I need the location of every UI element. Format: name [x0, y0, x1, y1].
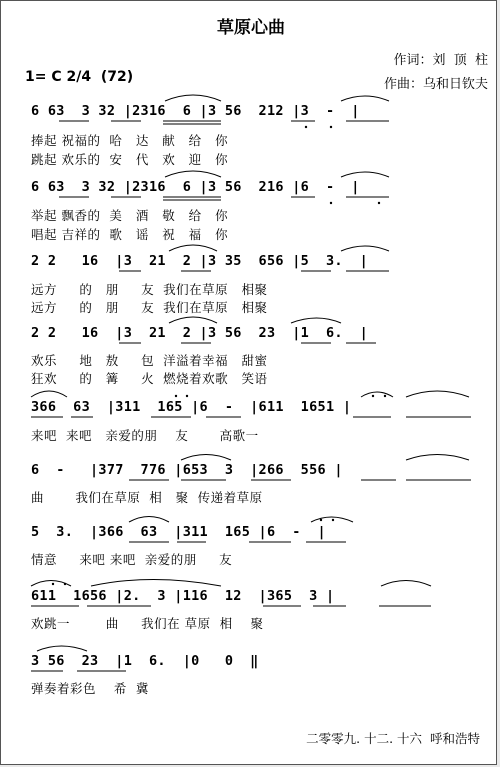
lyric-line-4a: 欢乐 地 敖 包 洋溢着幸福 甜蜜 — [31, 353, 268, 368]
octave-dot — [64, 583, 66, 585]
octave-dot — [378, 202, 380, 204]
lyric-line-5: 来吧 来吧 亲爱的朋 友 高歌一 — [31, 428, 259, 443]
composer-credit: 作曲：乌和日钦夫 — [383, 77, 488, 92]
notation-line-7: 5 3. |366 63 |311 165 |6 - | — [31, 524, 326, 540]
lyricist-credit: 作词：刘 顶 柱 — [393, 53, 488, 68]
lyric-line-8: 欢跳一 曲 我们在 草原 相 聚 — [31, 616, 264, 631]
lyric-line-3a: 远方 的 朋 友 我们在草原 相聚 — [31, 282, 268, 297]
notation-line-8: 611 1656 |2. 3 |116 12 |365 3 | — [31, 588, 335, 604]
octave-dot — [332, 519, 334, 521]
lyric-line-6: 曲 我们在草原 相 聚 传递着草原 — [31, 490, 263, 505]
lyric-line-9: 弹奏着彩色 希 冀 — [31, 681, 149, 696]
date-place-footer: 二零零九. 十二. 十六 呼和浩特 — [306, 731, 480, 746]
notation-line-3: 2 2 16 |3 21 2 |3 35 656 |5 3. | — [31, 253, 369, 269]
octave-dot — [372, 395, 374, 397]
octave-dot — [384, 395, 386, 397]
song-title: 草原心曲 — [217, 18, 285, 38]
key-and-tempo: 1= C 2/4 (72) — [25, 69, 134, 85]
notation-line-6: 6 - |377 776 |653 3 |266 556 | — [31, 462, 343, 478]
octave-dot — [330, 126, 332, 128]
lyric-line-7: 情意 来吧 来吧 亲爱的朋 友 — [31, 552, 233, 567]
notation-line-2: 6 63 3 32 |2316 6 |3 56 216 |6 - | — [31, 179, 360, 195]
beam-mark — [59, 121, 389, 124]
beam-mark — [59, 197, 389, 200]
notation-line-1: 6 63 3 32 |2316 6 |3 56 212 |3 - | — [31, 103, 360, 119]
octave-dot — [52, 583, 54, 585]
lyric-line-2b: 唱起 吉祥的 歌 谣 祝 福 你 — [31, 227, 229, 242]
notation-line-5: 366 63 |311 165 |6 - |611 1651 | — [31, 399, 352, 415]
octave-dot — [330, 202, 332, 204]
lyric-line-1b: 跳起 欢乐的 安 代 欢 迎 你 — [31, 152, 229, 167]
octave-dot — [305, 126, 307, 128]
lyric-line-3b: 远方 的 朋 友 我们在草原 相聚 — [31, 300, 268, 315]
lyric-line-1a: 捧起 祝福的 哈 达 献 给 你 — [31, 133, 229, 148]
octave-dot — [320, 519, 322, 521]
notation-line-9: 3 56 23 |1 6. |0 0 ‖ — [31, 653, 259, 669]
lyric-line-4b: 狂欢 的 篝 火 燃烧着欢歌 笑语 — [31, 371, 268, 386]
notation-line-4: 2 2 16 |3 21 2 |3 56 23 |1 6. | — [31, 325, 369, 341]
lyric-line-2a: 举起 飘香的 美 酒 敬 给 你 — [31, 208, 229, 223]
